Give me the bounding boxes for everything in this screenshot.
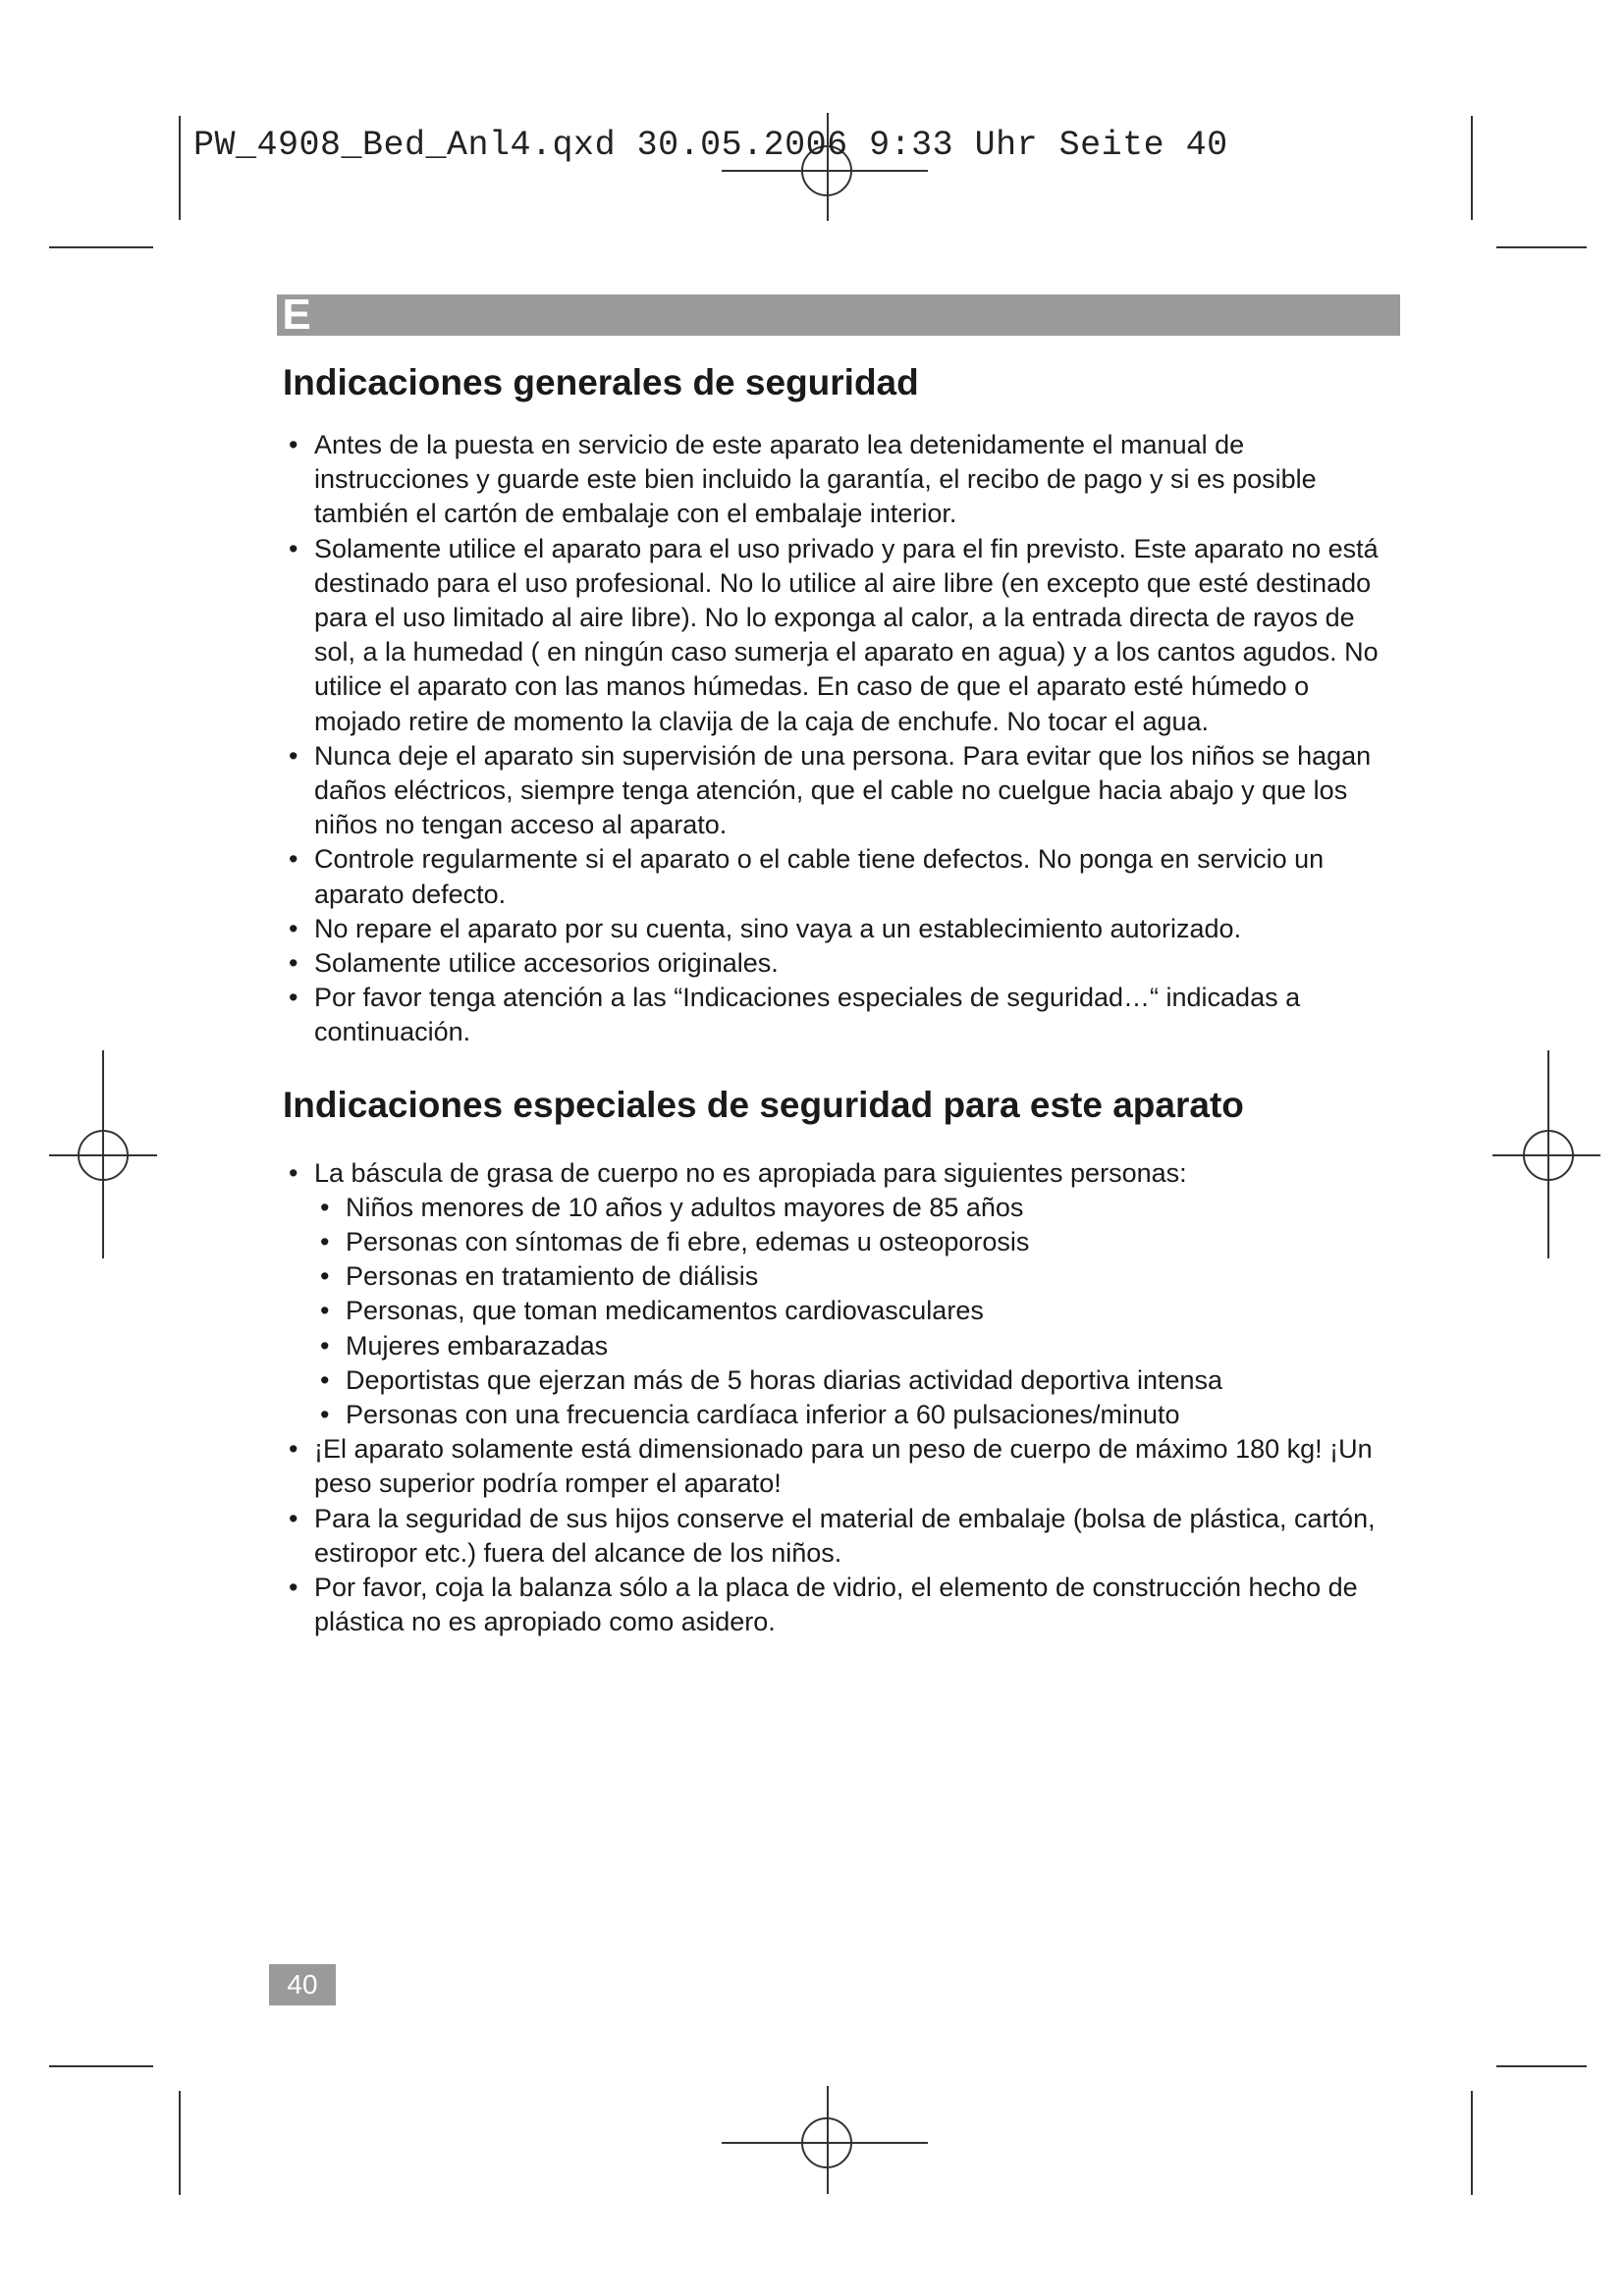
list-item	[283, 1156, 1382, 1433]
sub-list-item: • Personas, que toman medicamentos cardiovasculares	[314, 1294, 1382, 1328]
list-item: • ¡El aparato solamente está dimensionado para un peso de cuerpo de máximo 180 kg! ¡Un peso superior podría romper el aparato!	[283, 1432, 1382, 1501]
sub-list-item: • Personas con una frecuencia cardíaca inferior a 60 pulsaciones/minuto	[314, 1398, 1382, 1432]
special-safety-list	[283, 1156, 1382, 1640]
list-item: • Para la seguridad de sus hijos conserve el material de embalaje (bolsa de plástica, cartón, estiropor etc.) fuera del alcance de los niños.	[283, 1502, 1382, 1571]
list-item-text: La báscula de grasa de cuerpo no es apropiada para siguientes personas:	[314, 1157, 1187, 1188]
list-item: • Nunca deje el aparato sin supervisión de una persona. Para evitar que los niños se hagan daños eléctricos, siempre tenga atención, que el cable no cuelgue hacia abajo y que los niños no tengan acceso al aparato.	[283, 739, 1382, 843]
language-tab: E	[269, 294, 324, 336]
section-title-general-safety: Indicaciones generales de seguridad	[283, 362, 919, 402]
crop-mark	[179, 116, 181, 220]
list-item: • No repare el aparato por su cuenta, sino vaya a un establecimiento autorizado.	[283, 912, 1382, 946]
list-item: • Por favor, coja la balanza sólo a la placa de vidrio, el elemento de construcción hecho de plástica no es apropiado como asidero.	[283, 1571, 1382, 1639]
language-header-bar	[269, 291, 1400, 339]
list-item: • Solamente utilice accesorios originales.	[283, 946, 1382, 981]
sub-list-item: • Niños menores de 10 años y adultos mayores de 85 años	[314, 1191, 1382, 1225]
sub-list-item: • Personas con síntomas de fi ebre, edemas u osteoporosis	[314, 1225, 1382, 1259]
list-item: • Controle regularmente si el aparato o el cable tiene defectos. No ponga en servicio un aparato defecto.	[283, 842, 1382, 911]
list-item: • Antes de la puesta en servicio de este aparato lea detenidamente el manual de instrucciones y guarde este bien incluido la garantía, el recibo de pago y si es posible también el cartón de embalaje con el embalaje interior.	[283, 428, 1382, 532]
sub-list-item: • Mujeres embarazadas	[314, 1329, 1382, 1363]
print-slug: PW_4908_Bed_Anl4.qxd 30.05.2006 9:33 Uhr Seite 40	[193, 126, 1228, 165]
list-item: • Por favor tenga atención a las “Indicaciones especiales de seguridad…“ indicadas a continuación.	[283, 981, 1382, 1049]
crop-mark	[1496, 246, 1587, 248]
general-safety-list	[283, 428, 1382, 1050]
crop-mark	[49, 246, 153, 248]
crop-mark	[1471, 116, 1473, 220]
crop-mark	[1496, 2065, 1587, 2067]
crop-mark	[1471, 2091, 1473, 2195]
crop-mark	[179, 2091, 181, 2195]
page-content	[283, 361, 1382, 1640]
sub-list-item: • Personas en tratamiento de diálisis	[314, 1259, 1382, 1294]
sub-list-item: • Deportistas que ejerzan más de 5 horas diarias actividad deportiva intensa	[314, 1363, 1382, 1398]
crop-mark	[49, 2065, 153, 2067]
list-item: • Solamente utilice el aparato para el uso privado y para el fin previsto. Este aparato no está destinado para el uso profesional. No lo utilice al aire libre (en excepto que esté destinado para el uso limitado al aire libre). No lo exponga al calor, a la entrada directa de rayos de sol, a la humedad ( en ningún caso sumerja el aparato en agua) y a los cantos agudos. No utilice el aparato con las manos húmedas. En caso de que el aparato esté húmedo o mojado retire de momento la clavija de la caja de enchufe. No tocar el agua.	[283, 532, 1382, 739]
page-number: 40	[269, 1964, 336, 2005]
excluded-persons-list	[314, 1191, 1382, 1432]
section-title-special-safety: Indicaciones especiales de seguridad para este aparato	[283, 1084, 1244, 1125]
